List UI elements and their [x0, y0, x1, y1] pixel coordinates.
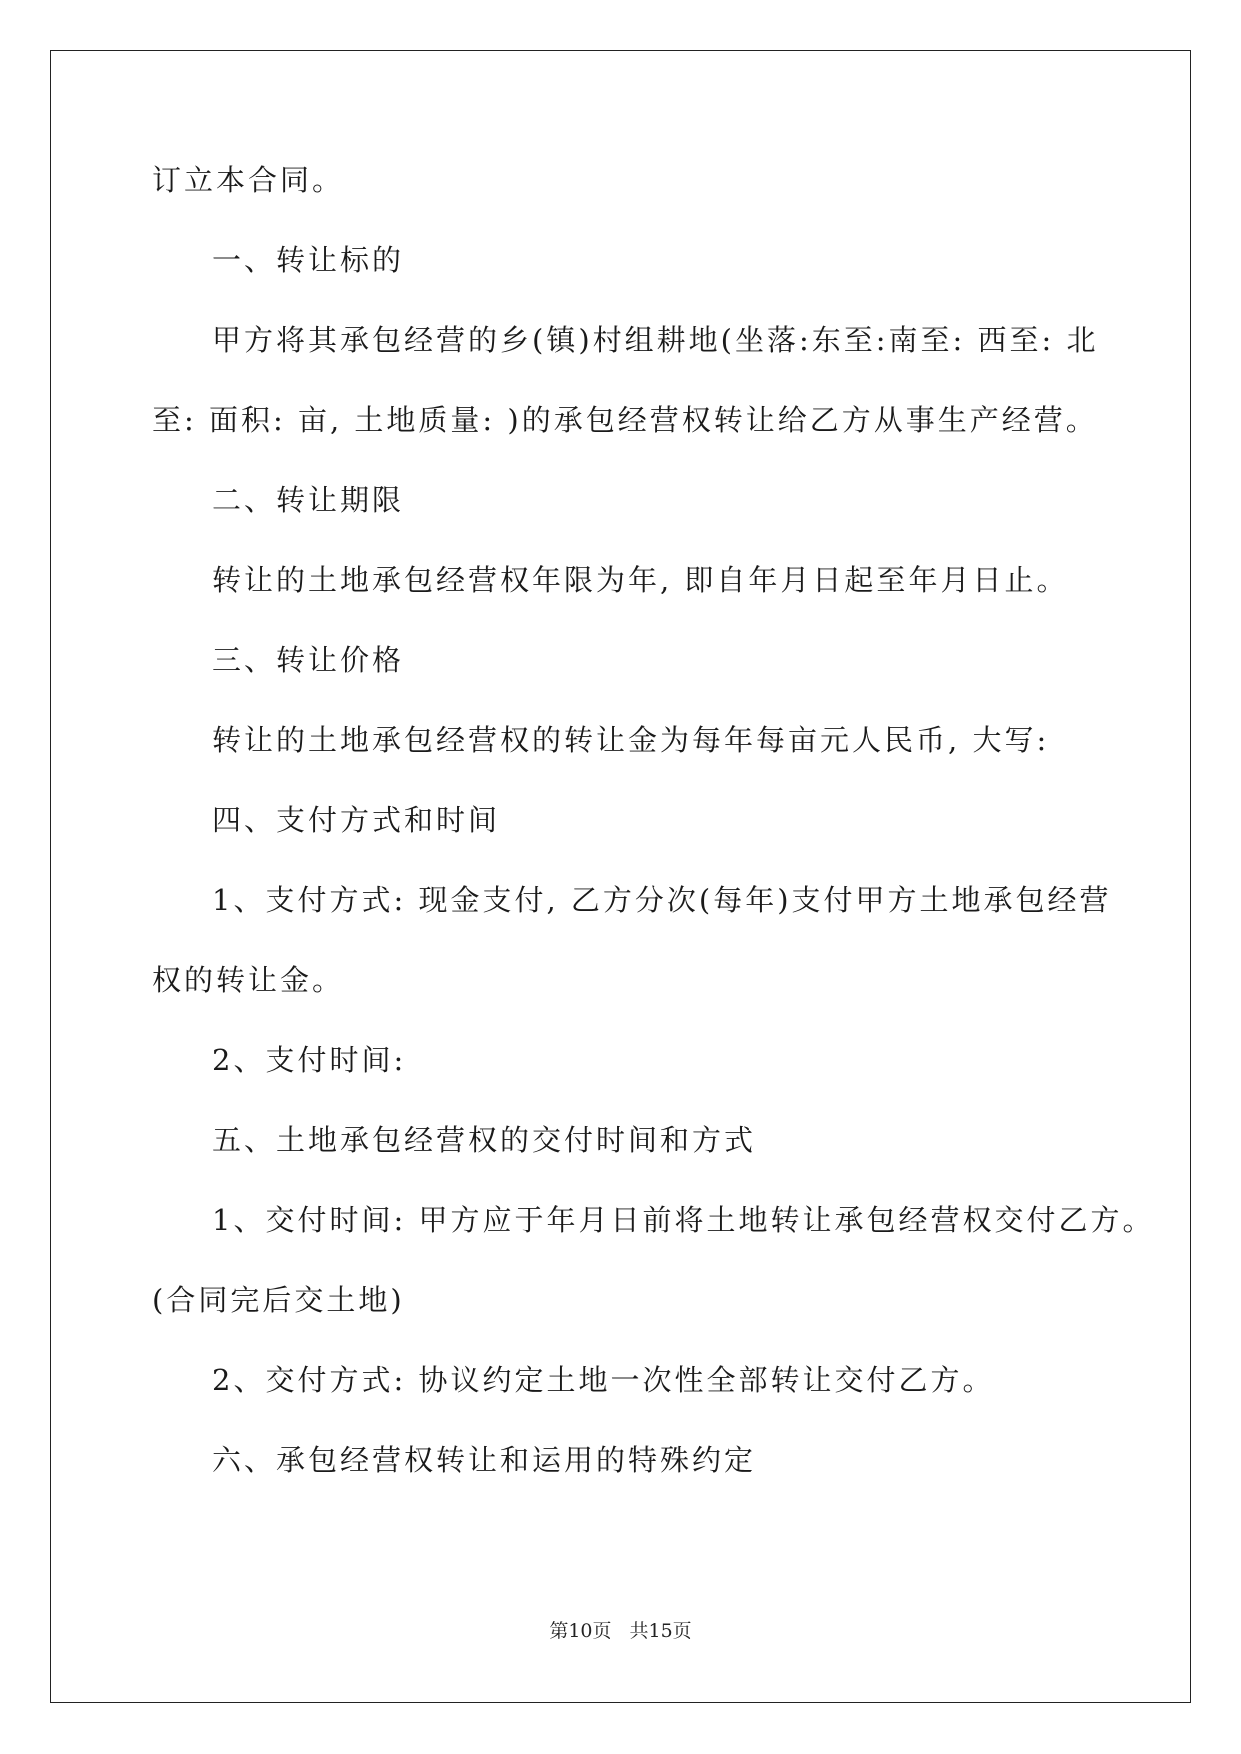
paragraph-line: 2、支付时间: [212, 1043, 407, 1077]
paragraph-line: 1、交付时间: 甲方应于年月日前将土地转让承包经营权交付乙方。 [212, 1203, 1155, 1237]
page-footer [0, 1616, 1241, 1643]
section-heading: 六、承包经营权转让和运用的特殊约定 [212, 1443, 757, 1477]
section-heading: 三、转让价格 [212, 643, 405, 677]
section-heading: 四、支付方式和时间 [212, 803, 501, 837]
paragraph-line: 订立本合同。 [152, 163, 345, 197]
paragraph-line: 1、支付方式: 现金支付, 乙方分次(每年)支付甲方土地承包经营 [212, 883, 1112, 917]
paragraph-line: 权的转让金。 [152, 963, 345, 997]
page-number: 第10页 [549, 1620, 612, 1642]
paragraph-line: 2、交付方式: 协议约定土地一次性全部转让交付乙方。 [212, 1363, 995, 1397]
document-body [152, 140, 1155, 1500]
paragraph-line: 转让的土地承包经营权年限为年, 即自年月日起至年月日止。 [212, 563, 1069, 597]
section-heading: 五、土地承包经营权的交付时间和方式 [212, 1123, 757, 1157]
section-heading: 一、转让标的 [212, 243, 405, 277]
paragraph-line: 至: 面积: 亩, 土地质量: )的承包经营权转让给乙方从事生产经营。 [152, 403, 1098, 437]
paragraph-line: 甲方将其承包经营的乡(镇)村组耕地(坐落:东至:南至: 西至: 北 [212, 323, 1099, 357]
paragraph-line: 转让的土地承包经营权的转让金为每年每亩元人民币, 大写: [212, 723, 1050, 757]
page-total: 共15页 [629, 1620, 692, 1642]
paragraph-line: (合同完后交土地) [152, 1283, 405, 1317]
section-heading: 二、转让期限 [212, 483, 405, 517]
